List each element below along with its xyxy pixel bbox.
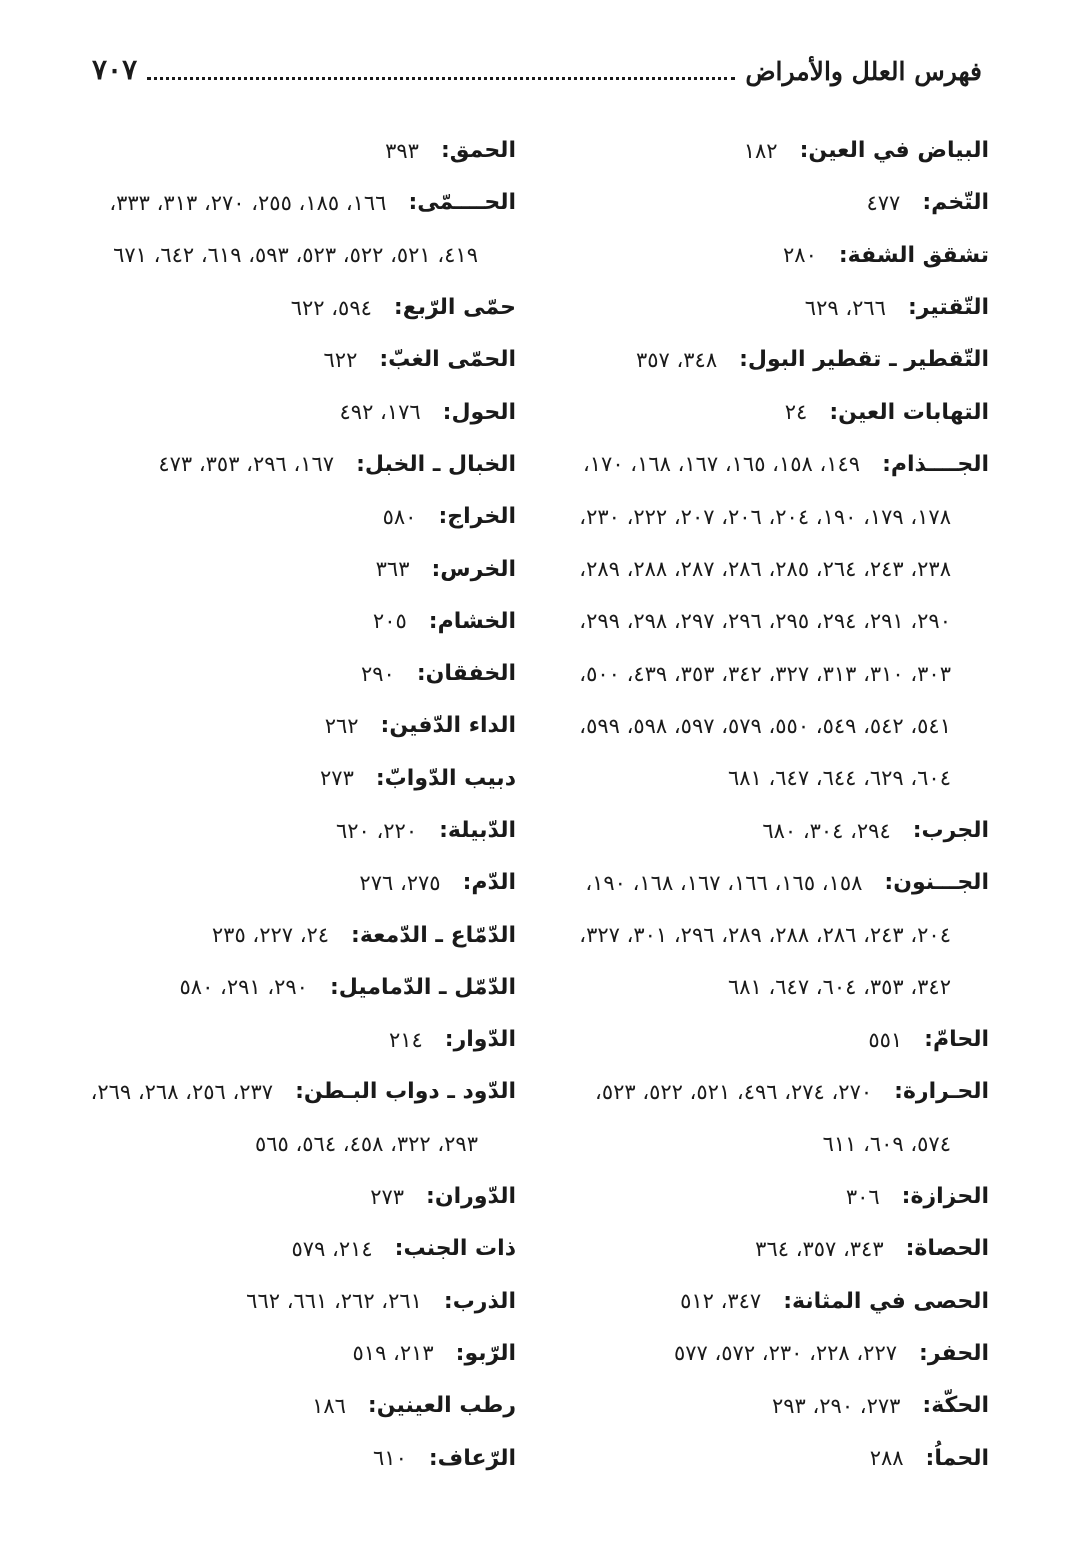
page-references: ٢٧٠، ٢٧٤، ٤٩٦، ٥٢١، ٥٢٢، ٥٢٣، xyxy=(595,1079,873,1104)
index-entry xyxy=(519,439,989,491)
index-term: الدّوار: xyxy=(444,1027,516,1053)
index-term: الدّمّل ـ الدّماميل: xyxy=(329,974,516,1000)
index-term: التّقطير ـ تقطير البول: xyxy=(739,347,989,373)
page-references: ٥٨٠ xyxy=(382,504,417,529)
index-term: الجـــنون: xyxy=(884,870,989,896)
index-entry xyxy=(519,282,989,334)
page-references: ٣٩٣ xyxy=(385,138,419,163)
index-term: الخرس: xyxy=(431,556,516,582)
page-references: ٣٦٣ xyxy=(375,557,410,582)
index-term: الحـرارة: xyxy=(894,1079,989,1105)
page-references: ٣٠٦ xyxy=(845,1184,880,1209)
page-references: ٢٢٠، ٦٢٠ xyxy=(335,818,418,843)
index-term: الجــــذام: xyxy=(882,451,989,477)
index-entry xyxy=(519,1171,989,1223)
index-entry xyxy=(76,1276,516,1328)
index-term: الخبال ـ الخبل: xyxy=(356,451,516,477)
page-references: ٦٢٢ xyxy=(323,347,358,372)
index-term: الحصى في المثانة: xyxy=(783,1288,989,1314)
page-references: ٣٤٢، ٣٥٣، ٦٠٤، ٦٤٧، ٦٨١ xyxy=(727,975,951,1000)
index-entry xyxy=(76,1380,516,1432)
index-term: البياض في العين: xyxy=(799,138,989,164)
index-entry xyxy=(519,1276,989,1328)
index-entry xyxy=(519,1223,989,1275)
index-entry xyxy=(76,700,516,752)
index-entry-continuation xyxy=(519,491,989,543)
index-term: التّخم: xyxy=(922,190,989,216)
index-term: الحــــمّى: xyxy=(408,190,516,216)
index-entry xyxy=(519,125,989,177)
index-entry-continuation xyxy=(76,1119,516,1171)
index-entry xyxy=(76,491,516,543)
page-references: ٢٧٣ xyxy=(370,1184,405,1209)
page-references: ٢٩٠، ٢٩١، ٥٨٠ xyxy=(179,975,308,1000)
index-entry xyxy=(76,386,516,438)
index-term: الحمق: xyxy=(440,138,516,164)
page-references: ٢٩٠ xyxy=(360,661,395,686)
index-entry xyxy=(519,230,989,282)
page-references: ٢٣٧، ٢٥٦، ٢٦٨، ٢٦٩، xyxy=(90,1079,274,1104)
index-entry-continuation xyxy=(519,1119,989,1171)
page-references: ١٧٦، ٤٩٢ xyxy=(339,400,421,425)
index-term: الداء الدّفين: xyxy=(380,713,516,739)
page-references: ٣٠٣، ٣١٠، ٣١٣، ٣٢٧، ٣٤٢، ٣٥٣، ٤٣٩، ٥٠٠، xyxy=(579,661,951,686)
page-references: ٢٨٨ xyxy=(869,1446,904,1471)
index-term: الحكّة: xyxy=(922,1393,989,1419)
index-term: الحول: xyxy=(442,399,516,425)
index-term: الدّمّاع ـ الدّمعة: xyxy=(351,922,516,948)
index-entry xyxy=(76,857,516,909)
index-column-right xyxy=(519,125,989,1485)
index-entry xyxy=(76,962,516,1014)
index-term: التّقتير: xyxy=(907,295,989,321)
index-term: ذات الجنب: xyxy=(394,1236,516,1262)
index-entry xyxy=(76,439,516,491)
index-entry xyxy=(76,543,516,595)
index-term: الجرب: xyxy=(912,818,989,843)
page-references: ٦٠٤، ٦٢٩، ٦٤٤، ٦٤٧، ٦٨١ xyxy=(727,766,951,791)
page-references: ٢٨٠ xyxy=(783,243,817,268)
index-entry xyxy=(519,1066,989,1118)
index-entry-continuation xyxy=(519,753,989,805)
index-term: الحزازة: xyxy=(901,1184,989,1210)
index-term: الحامّ: xyxy=(924,1027,989,1053)
index-term: حمّى الرّبع: xyxy=(393,295,516,321)
page-references: ١٨٦ xyxy=(312,1393,346,1418)
index-entry-continuation xyxy=(519,648,989,700)
page-references: ٢٠٥ xyxy=(372,609,407,634)
page-references: ٥٩٤، ٦٢٢ xyxy=(290,295,372,320)
page-references: ١٧٨، ١٧٩، ١٩٠، ٢٠٤، ٢٠٦، ٢٠٧، ٢٢٢، ٢٣٠، xyxy=(579,504,951,529)
index-term: الدّبيلة: xyxy=(439,818,516,843)
index-term: دبيب الدّوابّ: xyxy=(375,765,516,791)
page-references: ٢٧٥، ٢٧٦ xyxy=(359,870,441,895)
page-references: ٢٩٤، ٣٠٤، ٦٨٠ xyxy=(762,818,891,843)
index-entry-continuation xyxy=(519,962,989,1014)
page-references: ٢١٣، ٥١٩ xyxy=(352,1341,434,1366)
index-term: الرّعاف: xyxy=(428,1445,516,1471)
page-references: ٤٧٧ xyxy=(866,190,901,215)
page-number: ٧٠٧ xyxy=(92,53,138,86)
page-references: ٢١٤ xyxy=(388,1027,423,1052)
page-references: ٥٤١، ٥٤٢، ٥٤٩، ٥٥٠، ٥٧٩، ٥٩٧، ٥٩٨، ٥٩٩، xyxy=(579,713,951,738)
page-references: ٢٢٧، ٢٢٨، ٢٣٠، ٥٧٢، ٥٧٧ xyxy=(673,1341,898,1366)
index-entry xyxy=(76,1014,516,1066)
page-references: ٤١٩، ٥٢١، ٥٢٢، ٥٢٣، ٥٩٣، ٦١٩، ٦٤٢، ٦٧١ xyxy=(113,243,478,268)
page-references: ٢٤ xyxy=(784,400,808,425)
page-references: ٢٣٨، ٢٤٣، ٢٦٤، ٢٨٥، ٢٨٦، ٢٨٧، ٢٨٨، ٢٨٩، xyxy=(579,557,951,582)
index-term: الدّم: xyxy=(462,870,516,896)
page-references: ٢٧٣، ٢٩٠، ٢٩٣ xyxy=(771,1393,901,1418)
index-entry xyxy=(76,909,516,961)
page-references: ٢٦١، ٢٦٢، ٦٦١، ٦٦٢ xyxy=(246,1289,422,1314)
index-entry xyxy=(76,1171,516,1223)
index-term: الرّبو: xyxy=(455,1340,516,1366)
page-header xyxy=(92,44,982,84)
index-entry xyxy=(519,1014,989,1066)
index-entry xyxy=(519,805,989,857)
index-entry-continuation xyxy=(519,909,989,961)
index-entry xyxy=(76,1223,516,1275)
index-entry-continuation xyxy=(76,230,516,282)
index-entry xyxy=(76,805,516,857)
page-references: ٢٩٣، ٣٢٢، ٤٥٨، ٥٦٤، ٥٦٥ xyxy=(254,1132,478,1157)
page-references: ٢٦٢ xyxy=(324,713,359,738)
index-term: الحفر: xyxy=(919,1340,989,1366)
page-references: ٦١٠ xyxy=(373,1446,407,1471)
index-term: الحصاة: xyxy=(905,1236,989,1262)
index-term: التهابات العين: xyxy=(829,399,989,425)
index-entry xyxy=(76,596,516,648)
page-references: ٣٤٧، ٥١٢ xyxy=(680,1289,762,1314)
index-entry xyxy=(76,1328,516,1380)
index-column-left xyxy=(76,125,516,1485)
page-references: ١٥٨، ١٦٥، ١٦٦، ١٦٧، ١٦٨، ١٩٠، xyxy=(585,870,863,895)
index-entry xyxy=(76,1066,516,1118)
page-references: ٥٥١ xyxy=(868,1027,903,1052)
index-entry xyxy=(519,1432,989,1484)
index-entry xyxy=(76,177,516,229)
page-references: ٣٤٨، ٣٥٧ xyxy=(635,347,718,372)
page-references: ٢٤، ٢٢٧، ٢٣٥ xyxy=(211,923,330,948)
index-entry xyxy=(519,1328,989,1380)
page-references: ٥٧٤، ٦٠٩، ٦١١ xyxy=(822,1132,951,1157)
index-entry xyxy=(519,386,989,438)
page-references: ١٦٦، ١٨٥، ٢٥٥، ٢٧٠، ٣١٣، ٣٣٣، xyxy=(109,190,387,215)
index-entry xyxy=(519,334,989,386)
page-references: ٢٠٤، ٢٤٣، ٢٨٦، ٢٨٨، ٢٨٩، ٢٩٦، ٣٠١، ٣٢٧، xyxy=(579,923,951,948)
index-term: رطب العينين: xyxy=(367,1393,516,1419)
index-term: تشقق الشفة: xyxy=(838,242,989,268)
index-entry xyxy=(519,857,989,909)
index-term: الخشام: xyxy=(428,608,516,634)
index-entry xyxy=(76,1432,516,1484)
page-references: ٢٧٣ xyxy=(320,766,354,791)
index-term: الدّوران: xyxy=(426,1184,516,1210)
page-references: ٢٩٠، ٢٩١، ٢٩٤، ٢٩٥، ٢٩٦، ٢٩٧، ٢٩٨، ٢٩٩، xyxy=(579,609,951,634)
index-entry xyxy=(76,648,516,700)
page-references: ١٨٢ xyxy=(743,138,778,163)
index-entry-continuation xyxy=(519,543,989,595)
index-entry xyxy=(519,177,989,229)
index-term: الخفقان: xyxy=(416,661,516,687)
page-references: ١٤٩، ١٥٨، ١٦٥، ١٦٧، ١٦٨، ١٧٠، xyxy=(582,452,861,477)
index-entry-continuation xyxy=(519,700,989,752)
index-term: الدّود ـ دواب البـطن: xyxy=(295,1079,516,1105)
page-title: فهرس العلل والأمراض xyxy=(745,57,982,86)
index-entry xyxy=(519,1380,989,1432)
index-term: الحمّى الغبّ: xyxy=(379,347,516,373)
index-term: الخراج: xyxy=(438,504,516,530)
index-entry xyxy=(76,282,516,334)
index-entry-continuation xyxy=(519,596,989,648)
index-term: الحماُ: xyxy=(925,1445,989,1471)
index-term: الذرب: xyxy=(443,1288,516,1314)
page-references: ٢١٤، ٥٧٩ xyxy=(291,1236,373,1261)
page-references: ١٦٧، ٢٩٦، ٣٥٣، ٤٧٣ xyxy=(158,452,335,477)
index-entry xyxy=(76,753,516,805)
index-entry xyxy=(76,125,516,177)
index-entry xyxy=(76,334,516,386)
page-references: ٣٤٣، ٣٥٧، ٣٦٤ xyxy=(755,1236,884,1261)
dotted-leader xyxy=(147,77,735,80)
page-references: ٢٦٦، ٦٢٩ xyxy=(804,295,886,320)
